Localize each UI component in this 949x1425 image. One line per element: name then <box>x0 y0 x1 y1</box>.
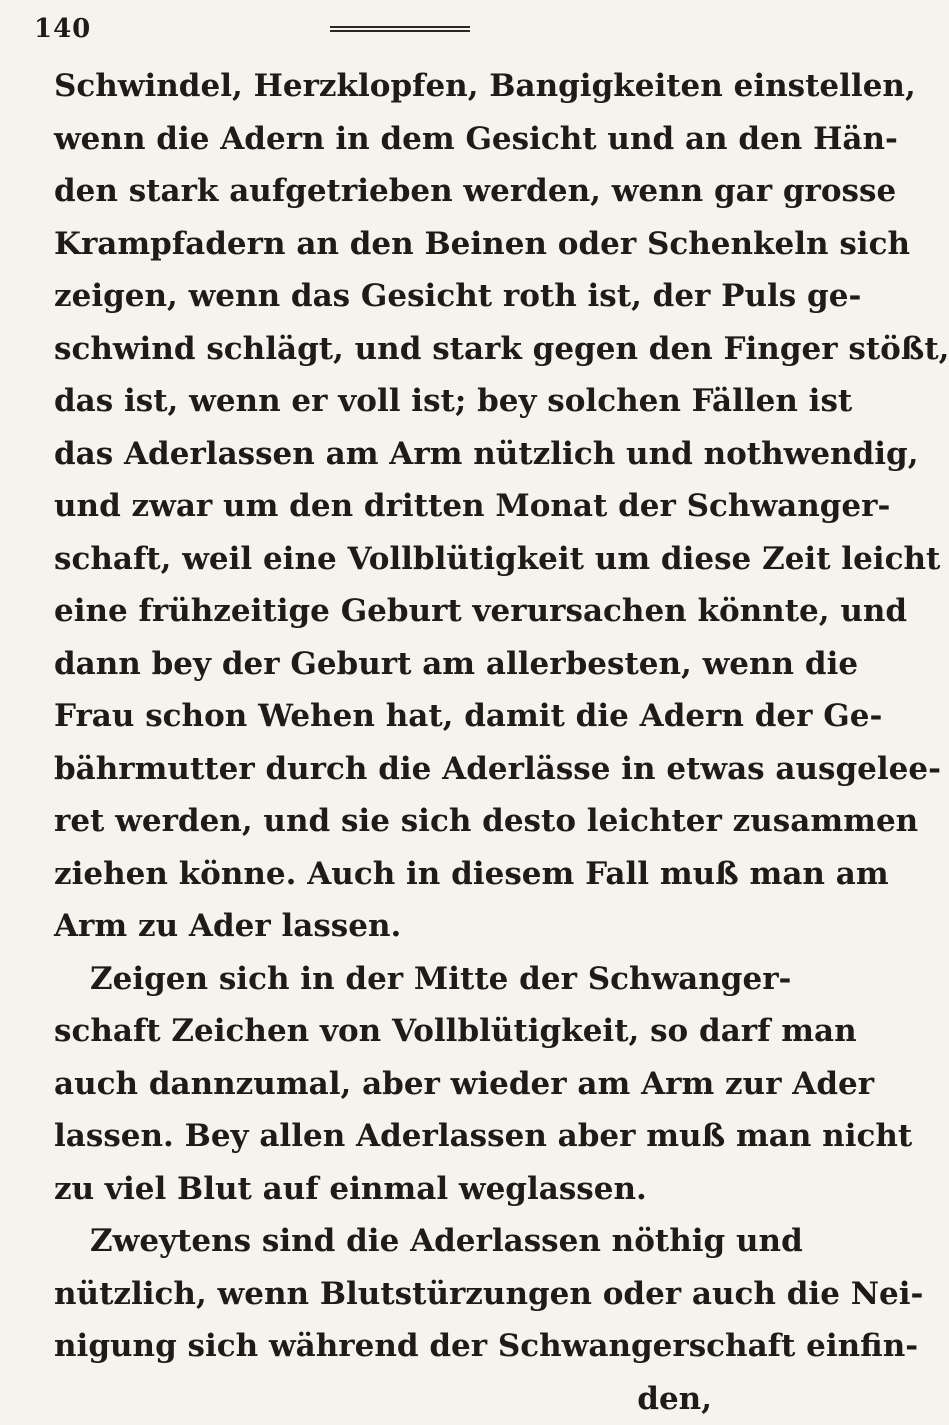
text-line: dann bey der Geburt am allerbesten, wenn die <box>54 638 772 691</box>
text-line: eine frühzeitige Geburt verursachen könnte, und <box>54 585 772 638</box>
text-line: nützlich, wenn Blutstürzungen oder auch die Nei- <box>54 1268 772 1321</box>
text-line: auch dannzumal, aber wieder am Arm zur Ader <box>54 1058 772 1111</box>
text-line: schwind schlägt, und stark gegen den Finger stößt, <box>54 323 772 376</box>
body-text <box>54 60 772 1425</box>
text-line: ret werden, und sie sich desto leichter zusammen <box>54 795 772 848</box>
text-line: wenn die Adern in dem Gesicht und an den Hän- <box>54 113 772 166</box>
text-line: nigung sich während der Schwangerschaft einfin- <box>54 1320 772 1373</box>
text-line: Frau schon Wehen hat, damit die Adern der Ge- <box>54 690 772 743</box>
text-line: und zwar um den dritten Monat der Schwanger- <box>54 480 772 533</box>
text-line: Zeigen sich in der Mitte der Schwanger- <box>54 953 772 1006</box>
text-line: Arm zu Ader lassen. <box>54 900 772 953</box>
text-line: Zweytens sind die Aderlassen nöthig und <box>54 1215 772 1268</box>
text-line: das ist, wenn er voll ist; bey solchen Fällen ist <box>54 375 772 428</box>
text-line: ziehen könne. Auch in diesem Fall muß man am <box>54 848 772 901</box>
page-number: 140 <box>34 14 91 44</box>
catchword: den, <box>54 1373 772 1425</box>
text-line: Krampfadern an den Beinen oder Schenkeln sich <box>54 218 772 271</box>
text-line: das Aderlassen am Arm nützlich und nothwendig, <box>54 428 772 481</box>
text-line: bährmutter durch die Aderlässe in etwas ausgelee- <box>54 743 772 796</box>
text-line: zeigen, wenn das Gesicht roth ist, der Puls ge- <box>54 270 772 323</box>
text-line: schaft Zeichen von Vollblütigkeit, so darf man <box>54 1005 772 1058</box>
text-line: den stark aufgetrieben werden, wenn gar grosse <box>54 165 772 218</box>
text-line: Schwindel, Herzklopfen, Bangigkeiten einstellen, <box>54 60 772 113</box>
text-line: schaft, weil eine Vollblütigkeit um diese Zeit leicht <box>54 533 772 586</box>
header-rule <box>330 26 470 32</box>
text-line: zu viel Blut auf einmal weglassen. <box>54 1163 772 1216</box>
text-line: lassen. Bey allen Aderlassen aber muß man nicht <box>54 1110 772 1163</box>
